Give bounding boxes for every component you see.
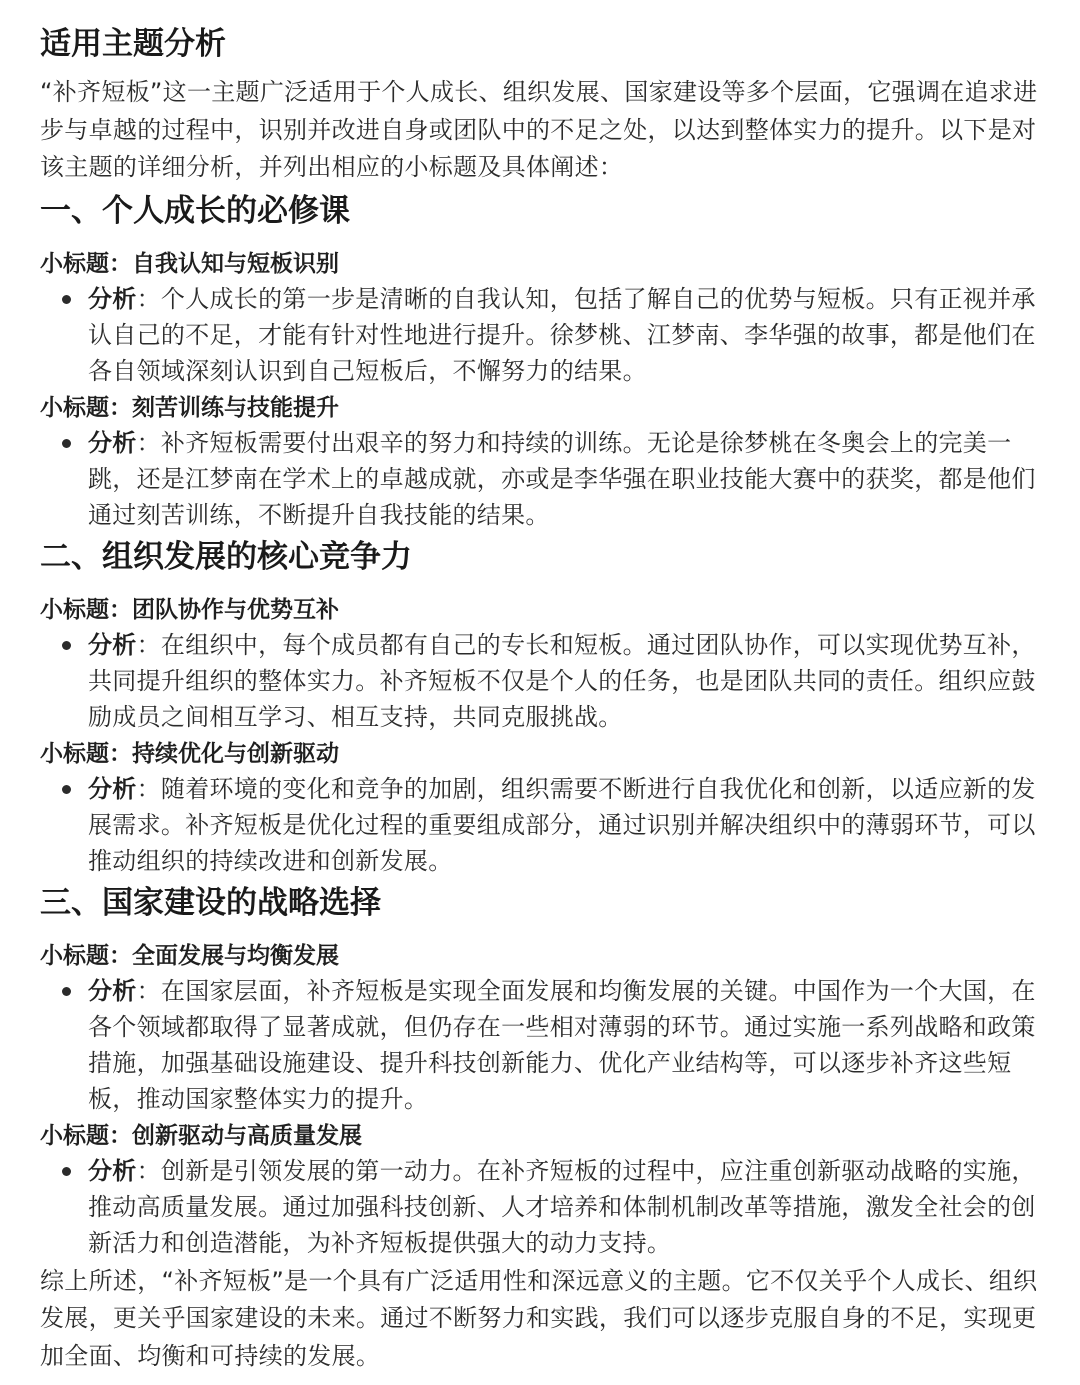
analysis-label: 分析 — [88, 1156, 137, 1185]
list-item — [40, 281, 1040, 389]
analysis-text: ：创新是引领发展的第一动力。在补齐短板的过程中，应注重创新驱动战略的实施，推动高质量发展。通过加强科技创新、人才培养和体制机制改革等措施，激发全社会的创新活力和创造潜能，为补齐短板提供强大的动力支持。 — [88, 1156, 1036, 1257]
section-heading: 二、组织发展的核心竞争力 — [40, 538, 412, 575]
subsection — [40, 939, 1040, 1117]
analysis-label: 分析 — [88, 976, 137, 1005]
analysis-label: 分析 — [88, 428, 137, 457]
section-heading: 三、国家建设的战略选择 — [40, 884, 381, 921]
analysis-label: 分析 — [88, 284, 137, 313]
analysis-text: ：在组织中，每个成员都有自己的专长和短板。通过团队协作，可以实现优势互补，共同提升组织的整体实力。补齐短板不仅是个人的任务，也是团队共同的责任。组织应鼓励成员之间相互学习、相互支持，共同克服挑战。 — [88, 630, 1036, 731]
page-title: 适用主题分析 — [40, 26, 226, 62]
bullet-icon — [62, 641, 71, 650]
section-organization-development — [40, 535, 1040, 879]
subsection — [40, 593, 1040, 735]
analysis-label: 分析 — [88, 630, 137, 659]
analysis-label: 分析 — [88, 774, 137, 803]
list-item — [40, 973, 1040, 1117]
conclusion-paragraph: 综上所述，“补齐短板”是一个具有广泛适用性和深远意义的主题。它不仅关乎个人成长、组织发展，更关乎国家建设的未来。通过不断努力和实践，我们可以逐步克服自身的不足，实现更加全面、均衡和可持续的发展。 — [40, 1266, 1038, 1370]
bullet-icon — [62, 439, 71, 448]
subsection — [40, 247, 1040, 389]
bullet-icon — [62, 785, 71, 794]
analysis-text: ：在国家层面，补齐短板是实现全面发展和均衡发展的关键。中国作为一个大国，在各个领域都取得了显著成就，但仍存在一些相对薄弱的环节。通过实施一系列战略和政策措施，加强基础设施建设、提升科技创新能力、优化产业结构等，可以逐步补齐这些短板，推动国家整体实力的提升。 — [88, 976, 1036, 1113]
section-national-construction — [40, 881, 1040, 1261]
bullet-icon — [62, 295, 71, 304]
bullet-icon — [62, 987, 71, 996]
subsection-title: 小标题：自我认知与短板识别 — [40, 250, 339, 277]
subsection-title: 小标题：持续优化与创新驱动 — [40, 740, 339, 767]
list-item — [40, 627, 1040, 735]
subsection-title: 小标题：创新驱动与高质量发展 — [40, 1122, 362, 1149]
list-item — [40, 1153, 1040, 1261]
subsection — [40, 737, 1040, 879]
intro-paragraph: “补齐短板”这一主题广泛适用于个人成长、组织发展、国家建设等多个层面，它强调在追求进步与卓越的过程中，识别并改进自身或团队中的不足之处，以达到整体实力的提升。以下是对该主题的详细分析，并列出相应的小标题及具体阐述： — [40, 78, 1038, 181]
subsection — [40, 1119, 1040, 1261]
analysis-text: ：随着环境的变化和竞争的加剧，组织需要不断进行自我优化和创新，以适应新的发展需求。补齐短板是优化过程的重要组成部分，通过识别并解决组织中的薄弱环节，可以推动组织的持续改进和创新发展。 — [88, 774, 1036, 875]
subsection-title: 小标题：全面发展与均衡发展 — [40, 942, 339, 969]
list-item — [40, 771, 1040, 879]
analysis-text: ：补齐短板需要付出艰辛的努力和持续的训练。无论是徐梦桃在冬奥会上的完美一跳，还是江梦南在学术上的卓越成就，亦或是李华强在职业技能大赛中的获奖，都是他们通过刻苦训练，不断提升自我技能的结果。 — [88, 428, 1036, 529]
bullet-icon — [62, 1167, 71, 1176]
subsection-title: 小标题：刻苦训练与技能提升 — [40, 394, 339, 421]
section-heading: 一、个人成长的必修课 — [40, 192, 350, 229]
subsection — [40, 391, 1040, 533]
analysis-text: ：个人成长的第一步是清晰的自我认知，包括了解自己的优势与短板。只有正视并承认自己的不足，才能有针对性地进行提升。徐梦桃、江梦南、李华强的故事，都是他们在各自领域深刻认识到自己短板后，不懈努力的结果。 — [88, 284, 1036, 385]
list-item — [40, 425, 1040, 533]
section-personal-growth — [40, 189, 1040, 533]
subsection-title: 小标题：团队协作与优势互补 — [40, 596, 339, 623]
